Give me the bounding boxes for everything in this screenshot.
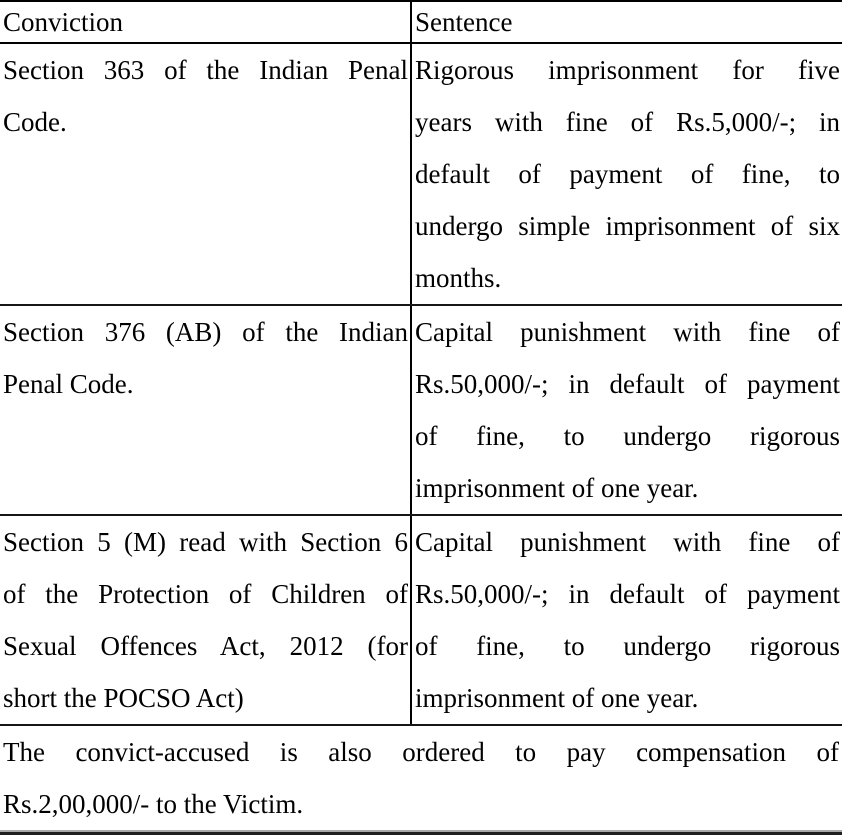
text-line: Penal Code. <box>3 369 134 399</box>
cell-conviction <box>0 43 411 305</box>
text-line: Code. <box>3 107 67 137</box>
text-line: imprisonment of one year. <box>415 683 699 713</box>
text-line: Section 376 (AB) of the Indian <box>3 317 408 347</box>
text-line: Section 363 of the Indian Penal <box>3 55 408 85</box>
table-row <box>0 43 842 305</box>
text-line: undergo simple imprisonment of six <box>415 211 840 241</box>
cell-sentence <box>411 305 842 515</box>
text-line: of fine, to undergo rigorous <box>415 631 840 661</box>
table-footer-row <box>0 725 842 830</box>
text-line: The convict-accused is also ordered to pay compensation of <box>3 737 839 767</box>
text-line: Rigorous imprisonment for five <box>415 55 840 85</box>
text-line: default of payment of fine, to <box>415 159 840 189</box>
text-line: imprisonment of one year. <box>415 473 699 503</box>
text-line: months. <box>415 263 502 293</box>
text-line: of fine, to undergo rigorous <box>415 421 840 451</box>
text-line: Sexual Offences Act, 2012 (for <box>3 631 408 661</box>
text-line: Capital punishment with fine of <box>415 527 840 557</box>
cell-conviction <box>0 305 411 515</box>
column-header-conviction: Conviction <box>0 1 411 43</box>
text-line: Section 5 (M) read with Section 6 <box>3 527 408 557</box>
cell-conviction <box>0 515 411 725</box>
text-line: Rs.50,000/-; in default of payment <box>415 579 840 609</box>
text-line: years with fine of Rs.5,000/-; in <box>415 107 840 137</box>
table-row <box>0 305 842 515</box>
text-line: Capital punishment with fine of <box>415 317 840 347</box>
text-line: Rs.2,00,000/- to the Victim. <box>3 789 304 819</box>
footer-compensation-note <box>0 725 842 830</box>
table-row <box>0 515 842 725</box>
text-line: of the Protection of Children of <box>3 579 408 609</box>
header-row <box>0 1 842 43</box>
text-line: short the POCSO Act) <box>3 683 244 713</box>
column-header-sentence: Sentence <box>411 1 842 43</box>
text-line: Rs.50,000/-; in default of payment <box>415 369 840 399</box>
cell-sentence <box>411 515 842 725</box>
cell-sentence <box>411 43 842 305</box>
